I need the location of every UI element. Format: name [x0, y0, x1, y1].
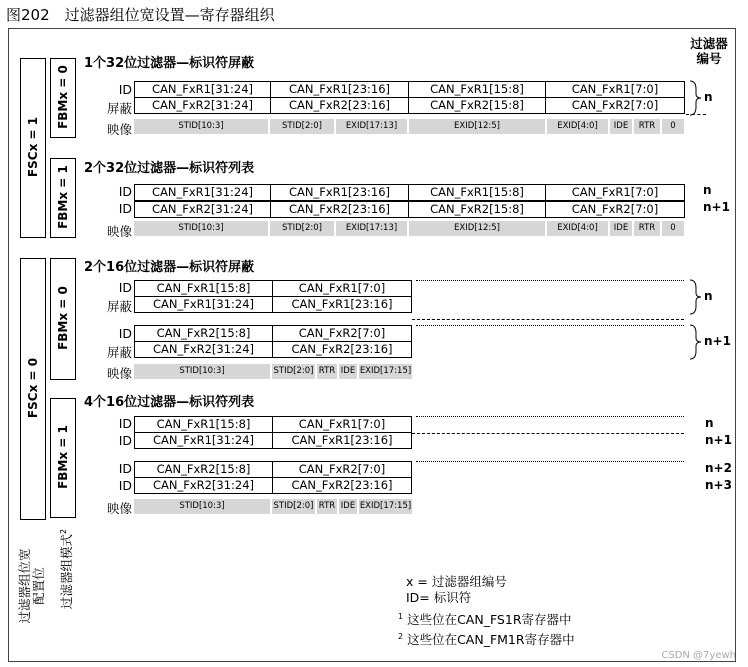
map-cell: RTR: [634, 119, 660, 134]
reg-cell: CAN_FxR1[23:16]: [272, 432, 412, 449]
row-label-id: ID: [118, 82, 132, 97]
brace-icon: [688, 279, 702, 315]
reg-cell: CAN_FxR2[15:8]: [408, 201, 546, 218]
dashed-separator: [412, 319, 684, 320]
map-cell: EXID[12:5]: [409, 221, 545, 236]
filter-mode-label-sup: 2: [58, 528, 68, 535]
map-cell: STID[2:0]: [272, 499, 315, 514]
reg-cell: CAN_FxR2[23:16]: [272, 477, 412, 494]
reg-cell: CAN_FxR2[31:24]: [134, 201, 271, 218]
reg-cell: CAN_FxR1[15:8]: [408, 81, 546, 98]
row-label-map: 映像: [106, 366, 132, 381]
footnote-marker: 1: [398, 611, 404, 621]
map-cell: STID[10:3]: [134, 499, 270, 514]
map-cell: 0: [662, 119, 684, 134]
section-header-1: 1个32位过滤器—标识符屏蔽: [84, 56, 255, 71]
reg-cell: CAN_FxR2[15:8]: [134, 461, 273, 478]
row-label-mask: 屏蔽: [106, 299, 132, 314]
fbmx-label-3: FBMx = 0: [56, 286, 70, 350]
section-header-2: 2个32位过滤器—标识符列表: [84, 161, 255, 176]
filter-number: n: [703, 183, 712, 197]
map-cell: STID[10:3]: [134, 119, 268, 134]
reg-cell: CAN_FxR1[23:16]: [272, 296, 412, 313]
reg-cell: CAN_FxR2[15:8]: [134, 325, 273, 342]
section-header-4: 4个16位过滤器—标识符列表: [84, 395, 255, 410]
reg-cell: CAN_FxR2[31:24]: [134, 341, 273, 358]
legend-line: ID= 标识符: [406, 590, 472, 605]
row-label-mask: 屏蔽: [106, 345, 132, 360]
map-cell: EXID[17:15]: [359, 364, 412, 379]
row-label-id: ID: [118, 461, 132, 476]
row-label-map: 映像: [106, 501, 132, 516]
reg-cell: CAN_FxR1[7:0]: [272, 416, 412, 433]
map-cell: STID[2:0]: [270, 119, 334, 134]
dashed-separator: [412, 433, 684, 434]
reg-cell: CAN_FxR1[31:24]: [134, 81, 271, 98]
map-cell: STID[10:3]: [134, 364, 270, 379]
map-cell: EXID[12:5]: [409, 119, 545, 134]
reg-cell: CAN_FxR1[31:24]: [134, 296, 273, 313]
fbmx-label-2: FBMx = 1: [56, 165, 70, 229]
map-cell: IDE: [610, 221, 632, 236]
dashed-edge: [416, 416, 684, 417]
reg-cell: CAN_FxR2[31:24]: [134, 477, 273, 494]
map-cell: RTR: [317, 364, 337, 379]
filter-number: n+1: [705, 433, 732, 447]
map-cell: EXID[4:0]: [547, 221, 608, 236]
brace-icon: [688, 80, 702, 116]
filter-number: n: [705, 416, 714, 430]
reg-cell: CAN_FxR2[7:0]: [545, 201, 685, 218]
map-cell: IDE: [339, 499, 357, 514]
filter-number: n+1: [703, 200, 730, 214]
map-cell: IDE: [610, 119, 632, 134]
map-cell: RTR: [317, 499, 337, 514]
watermark: CSDN @7yewh: [661, 650, 736, 661]
footnote-text: 这些位在CAN_FS1R寄存器中: [407, 612, 572, 627]
legend-footnote-2: [398, 630, 575, 648]
map-cell: RTR: [634, 221, 660, 236]
reg-cell: CAN_FxR1[7:0]: [272, 280, 412, 297]
reg-cell: CAN_FxR1[23:16]: [270, 81, 409, 98]
fbmx-label-1: FBMx = 0: [56, 65, 70, 129]
fbmx-label-4: FBMx = 1: [56, 425, 70, 489]
filter-number: n: [704, 90, 713, 104]
dashed-edge: [416, 325, 684, 326]
footnote-text: 这些位在CAN_FM1R寄存器中: [407, 632, 575, 647]
map-cell: STID[10:3]: [134, 221, 268, 236]
map-cell: EXID[17:15]: [359, 499, 412, 514]
reg-cell: CAN_FxR1[23:16]: [270, 184, 409, 201]
reg-cell: CAN_FxR2[23:16]: [270, 201, 409, 218]
section-header-3: 2个16位过滤器—标识符屏蔽: [84, 260, 255, 275]
map-cell: EXID[17:13]: [336, 119, 407, 134]
legend-footnote-1: [398, 610, 572, 628]
footnote-marker: 2: [398, 631, 404, 641]
map-cell: EXID[4:0]: [547, 119, 608, 134]
figure-title: 图202 过滤器组位宽设置—寄存器组织: [6, 6, 275, 24]
row-label-map: 映像: [106, 224, 132, 239]
brace-icon: [688, 324, 702, 360]
filter-mode-label-text: 过滤器组模式: [59, 534, 74, 610]
map-cell: EXID[17:13]: [336, 221, 407, 236]
legend-line: x = 过滤器组编号: [406, 574, 507, 589]
dashed-edge: [416, 280, 684, 281]
row-label-id: ID: [118, 326, 132, 341]
reg-cell: CAN_FxR2[23:16]: [270, 97, 409, 114]
map-cell: STID[2:0]: [272, 364, 315, 379]
dashed-separator: [412, 478, 684, 479]
filter-number: n+1: [704, 334, 731, 348]
map-cell: STID[2:0]: [270, 221, 334, 236]
map-cell: IDE: [339, 364, 357, 379]
reg-cell: CAN_FxR1[15:8]: [408, 184, 546, 201]
reg-cell: CAN_FxR1[15:8]: [134, 280, 273, 297]
row-label-id: ID: [118, 416, 132, 431]
fscx-0-label: FSCx = 0: [26, 357, 40, 419]
row-label-mask: 屏蔽: [106, 101, 132, 116]
row-label-id: ID: [118, 201, 132, 216]
reg-cell: CAN_FxR2[15:8]: [408, 97, 546, 114]
filter-number: n+3: [705, 478, 732, 492]
reg-cell: CAN_FxR2[7:0]: [272, 461, 412, 478]
filter-mode-label: [57, 515, 75, 623]
reg-cell: CAN_FxR1[31:24]: [134, 432, 273, 449]
row-label-id: ID: [118, 280, 132, 295]
filter-number-header: 过滤器 编号: [690, 36, 728, 66]
filter-number: n: [704, 289, 713, 303]
reg-cell: CAN_FxR2[31:24]: [134, 97, 271, 114]
reg-cell: CAN_FxR1[7:0]: [545, 81, 685, 98]
map-cell: 0: [662, 221, 684, 236]
row-label-id: ID: [118, 478, 132, 493]
row-label-id: ID: [118, 184, 132, 199]
fscx-1-label: FSCx = 1: [26, 116, 40, 178]
reg-cell: CAN_FxR1[15:8]: [134, 416, 273, 433]
reg-cell: CAN_FxR2[7:0]: [545, 97, 685, 114]
row-label-id: ID: [118, 433, 132, 448]
filter-number: n+2: [705, 461, 732, 475]
dashed-edge: [416, 461, 684, 462]
reg-cell: CAN_FxR2[7:0]: [272, 325, 412, 342]
reg-cell: CAN_FxR1[31:24]: [134, 184, 271, 201]
reg-cell: CAN_FxR2[23:16]: [272, 341, 412, 358]
reg-cell: CAN_FxR1[7:0]: [545, 184, 685, 201]
row-label-map: 映像: [106, 122, 132, 137]
bit-width-config-label: 过滤器组位宽 配置位: [17, 548, 46, 624]
